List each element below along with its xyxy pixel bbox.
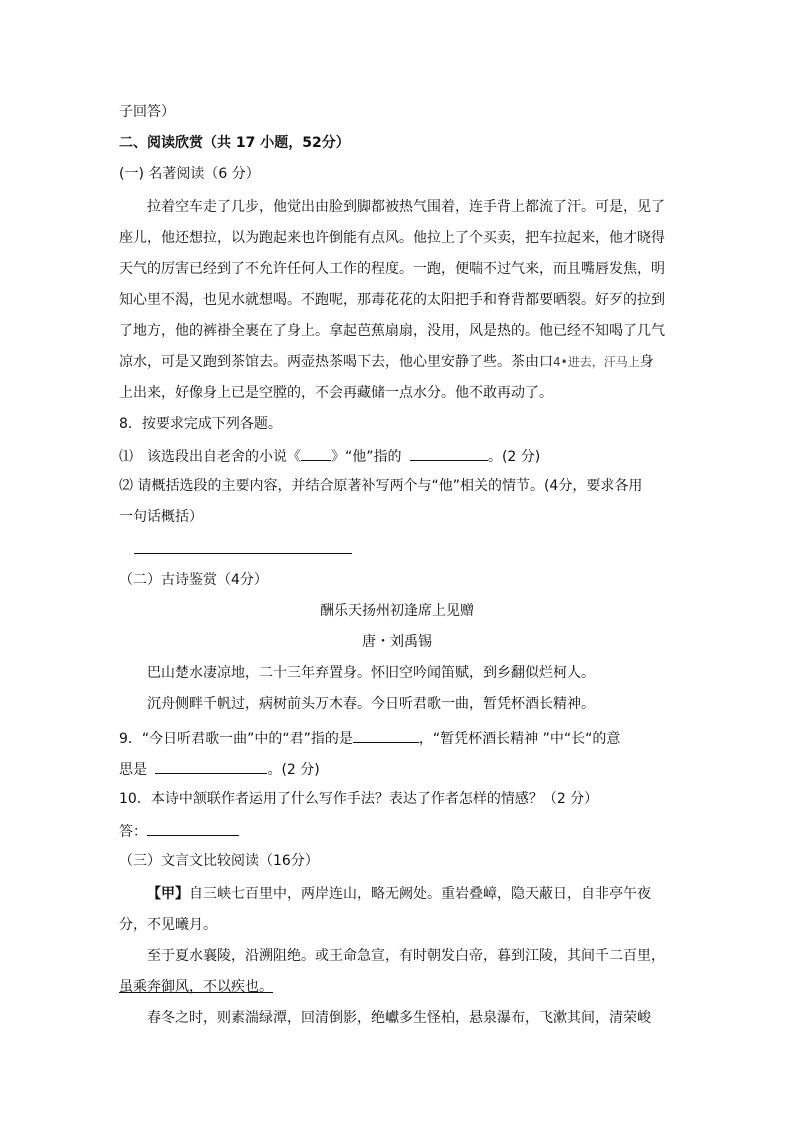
question-text: 。(2 分) xyxy=(267,762,320,778)
answer-blank[interactable] xyxy=(147,821,239,836)
passage-text: 4•进去，汗马上 xyxy=(553,355,640,369)
question-text: ⑴ 该选段出自老舍的小说《 xyxy=(119,449,301,465)
passage-text: 身 xyxy=(639,354,654,370)
question-8-2: ⑵ 请概括选段的主要内容，并结合原著补写两个与“他”相关的情节。(4分，要求各用 xyxy=(119,478,643,494)
question-8-2-cont: 一句话概括） xyxy=(119,509,203,525)
answer-blank[interactable] xyxy=(155,759,267,774)
passage-line: 座儿，他还想拉，以为跑起来也许倒能有点风。他拉上了个买卖，把车拉起来，他才晓得 xyxy=(119,230,665,246)
question-10: 10．本诗中颔联作者运用了什么写作手法？表达了作者怎样的情感？（2 分） xyxy=(119,791,599,807)
question-text: 》“他”指的 xyxy=(331,449,402,465)
passage-line xyxy=(119,353,654,371)
classical-line: 春冬之时，则素湍绿潭，回清倒影，绝巘多生怪柏，悬泉瀑布，飞漱其间，清荣峻 xyxy=(147,1010,651,1026)
subsection-heading: (一) 名著阅读（6 分） xyxy=(119,166,260,182)
poem-line: 巴山楚水凄凉地，二十三年弃置身。怀旧空吟闻笛赋，到乡翻似烂柯人。 xyxy=(147,665,595,681)
section-heading: 二、阅读欣赏（共 17 小题，52分） xyxy=(119,135,350,151)
passage-line: 上出来，好像身上已是空膛的，不会再藏储一点水分。他不敢再动了。 xyxy=(119,385,553,401)
poem-author: 唐・刘禹锡 xyxy=(362,634,432,650)
answer-line[interactable] xyxy=(134,553,352,554)
classical-text: 自三峡七百里中，两岸连山，略无阙处。重岩叠嶂，隐天蔽日，自非亭午夜 xyxy=(189,886,651,902)
classical-line: 至于夏水襄陵，沿溯阻绝。或王命急宣，有时朝发白帝，暮到江陵，其间千二百里， xyxy=(147,948,665,964)
question-text: 思是 xyxy=(119,762,147,778)
passage-line: 了地方，他的裤褂全裹在了身上。拿起芭蕉扇扇，没用，风是热的。他已经不知喝了几气 xyxy=(119,323,665,339)
subsection-heading: （三）文言文比较阅读（16分） xyxy=(119,853,319,869)
passage-line: 知心里不渴，也见水就想喝。不跑呢，那毒花花的太阳把手和脊背都要晒裂。好歹的拉到 xyxy=(119,292,665,308)
classical-line: 分，不见曦月。 xyxy=(119,917,217,933)
text-line: 子回答） xyxy=(119,104,175,120)
answer-blank[interactable] xyxy=(353,728,419,743)
answer-label: 答： xyxy=(119,824,147,840)
subsection-heading: （二）古诗鉴赏（4分） xyxy=(119,572,268,588)
poem-title: 酬乐天扬州初逢席上见赠 xyxy=(320,603,474,619)
answer-blank[interactable] xyxy=(301,446,331,461)
question-text: ，“暂凭杯酒长精神 ”中“长“的意 xyxy=(418,731,621,747)
classical-line xyxy=(119,885,651,903)
classical-line-underlined: 虽乘奔御风，不以疾也。 xyxy=(119,979,273,995)
answer-row xyxy=(119,821,239,841)
question-text: 9．“今日听君歌一曲”中的“君”指的是 xyxy=(119,731,353,747)
passage-text: 凉水，可是又跑到茶馆去。两壶热茶喝下去，他心里安静了些。茶由口 xyxy=(119,354,553,370)
question-9 xyxy=(119,728,620,748)
passage-line: 天气的厉害已经到了不允许任何人工作的程度。一跑，便喘不过气来，而且嘴唇发焦，明 xyxy=(119,261,665,277)
poem-line: 沉舟侧畔千帆过，病树前头万木春。今日听君歌一曲，暂凭杯酒长精神。 xyxy=(147,696,595,712)
answer-blank[interactable] xyxy=(410,446,488,461)
passage-line: 拉着空车走了几步，他觉出由脸到脚都被热气围着，连手背上都流了汗。可是，见了 xyxy=(147,199,665,215)
question-8-1 xyxy=(119,446,540,466)
question-9-cont xyxy=(119,759,320,779)
question-text: 。(2 分) xyxy=(487,449,541,465)
passage-marker: 【甲】 xyxy=(147,886,189,902)
question-8: 8．按要求完成下列各题。 xyxy=(119,416,282,432)
